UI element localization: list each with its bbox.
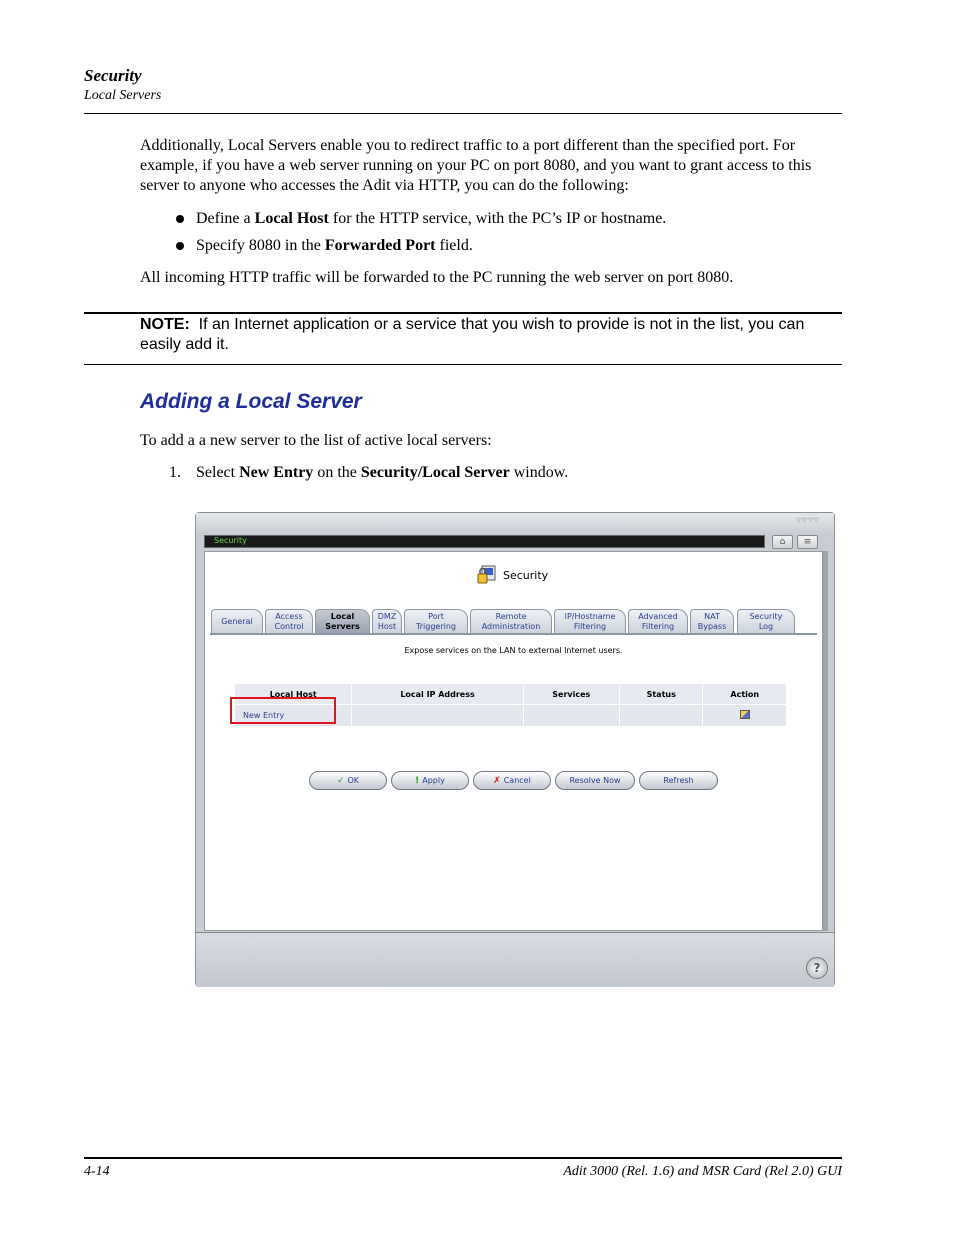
refresh-button-label: Refresh <box>663 776 694 785</box>
tab-remote-administration[interactable] <box>470 609 552 633</box>
tab-label: IP/Hostname <box>564 612 616 621</box>
tab-label: Filtering <box>573 622 607 631</box>
bullet-text-pre: Specify 8080 in the <box>196 237 325 254</box>
tab-port-triggering[interactable] <box>404 609 468 633</box>
window-top-bar <box>196 513 834 535</box>
tab-label: DMZ <box>377 612 397 621</box>
bullet-text-post: field. <box>435 237 473 254</box>
bullet-text-bold: Forwarded Port <box>324 237 436 254</box>
tab-label: Advanced <box>638 612 678 621</box>
tab-label: Host <box>377 622 397 631</box>
step-number: 1. <box>169 464 181 481</box>
security-icon <box>476 564 498 586</box>
note-bottom-rule <box>84 364 842 365</box>
footer-rule <box>84 1157 842 1159</box>
new-entry-link[interactable]: New Entry <box>235 705 352 727</box>
table-cell <box>619 705 703 727</box>
column-header-local-host: Local Host <box>235 684 352 705</box>
apply-button-label: Apply <box>422 776 445 785</box>
tab-label: General <box>221 617 253 626</box>
ok-button[interactable] <box>309 771 387 790</box>
tab-label: Control <box>274 622 304 631</box>
tab-label: NAT <box>704 612 720 621</box>
step-text-mid: on the <box>313 464 361 481</box>
tab-label: Port <box>428 612 444 621</box>
bullet-marker <box>176 215 184 223</box>
header-rule <box>84 113 842 114</box>
tab-ip-hostname-filtering[interactable] <box>554 609 626 633</box>
refresh-button[interactable] <box>639 771 718 790</box>
x-icon: ✗ <box>493 776 501 786</box>
note-box <box>140 315 842 355</box>
tab-label: Filtering <box>641 622 675 631</box>
cancel-button-label: Cancel <box>503 776 531 785</box>
tab-advanced-filtering[interactable] <box>628 609 688 633</box>
highlight-box <box>230 697 336 724</box>
closing-paragraph: All incoming HTTP traffic will be forwarded to the PC running the web server on port 8080. <box>140 269 734 286</box>
bullet-item-forwarded-port <box>196 236 473 256</box>
bullet-text-post: for the HTTP service, with the PC’s IP or hostname. <box>328 210 667 227</box>
tab-label: Log <box>758 622 774 631</box>
tab-label: Administration <box>481 622 541 631</box>
bullet-item-local-host <box>196 209 666 229</box>
bullet-text-bold: Local Host <box>254 210 329 227</box>
window-address-bar <box>204 535 765 548</box>
product-name: Adit 3000 (Rel. 1.6) and MSR Card (Rel 2.0) GUI <box>563 1164 842 1179</box>
column-header-status: Status <box>619 684 703 705</box>
edit-icon[interactable] <box>740 710 750 719</box>
tab-label: Access <box>275 612 303 621</box>
step-text-bold-new-entry: New Entry <box>239 464 314 481</box>
tab-nat-bypass[interactable] <box>690 609 734 633</box>
cancel-button[interactable] <box>473 771 551 790</box>
column-header-action: Action <box>703 684 787 705</box>
resolve-now-button[interactable] <box>555 771 635 790</box>
tab-label: Bypass <box>697 622 727 631</box>
tab-general[interactable] <box>211 609 263 633</box>
tab-underline <box>210 633 817 635</box>
table-cell <box>352 705 523 727</box>
check-icon: ✓ <box>336 776 345 786</box>
tab-dmz-host[interactable] <box>372 609 402 633</box>
apply-button[interactable] <box>391 771 469 790</box>
note-text: If an Internet application or a service that you wish to provide is not in the list, you can easily add it. <box>140 316 805 353</box>
intro-paragraph: Additionally, Local Servers enable you to redirect traffic to a port different than the specified port. For example, if you have a web server running on your PC on port 8080, and you want to grant access to this server to anyone who accesses the Adit via HTTP, you can do the following: <box>140 137 812 194</box>
window-content <box>204 551 823 931</box>
page-number: 4-14 <box>84 1164 110 1179</box>
tab-label: Remote <box>495 612 527 621</box>
bullet-marker <box>176 242 184 250</box>
home-icon[interactable]: ⌂ <box>772 535 793 549</box>
column-header-local-ip: Local IP Address <box>352 684 523 705</box>
tab-local-servers[interactable] <box>315 609 370 633</box>
window-grip-icon: ▿▿▿▿ <box>796 515 821 526</box>
step-text-bold-window: Security/Local Server <box>360 464 510 481</box>
tab-label: Servers <box>325 622 360 631</box>
help-icon[interactable]: ? <box>806 957 828 979</box>
note-top-rule <box>84 312 842 314</box>
bullet-text-pre: Define a <box>196 210 255 227</box>
step-text-post: window. <box>509 464 569 481</box>
tab-label: Triggering <box>416 622 456 631</box>
tab-label: Local <box>330 612 355 621</box>
resolve-now-button-label: Resolve Now <box>569 776 621 785</box>
note-label: NOTE: <box>140 316 190 333</box>
page-title: Security <box>503 569 549 582</box>
section-heading: Adding a Local Server <box>140 390 362 413</box>
table-cell <box>523 705 619 727</box>
window-bottom-bar <box>196 932 834 987</box>
column-header-services: Services <box>523 684 619 705</box>
step-text <box>196 463 568 483</box>
table-cell-action <box>703 705 787 727</box>
ok-button-label: OK <box>347 776 360 785</box>
window-scroll-edge <box>823 551 828 931</box>
running-header-subtitle: Local Servers <box>84 88 162 103</box>
page-description: Expose services on the LAN to external Internet users. <box>404 646 623 655</box>
window-title: Security <box>214 536 247 545</box>
tab-security-log[interactable] <box>737 609 795 633</box>
step-text-pre: Select <box>196 464 240 481</box>
menu-icon[interactable]: ≡ <box>797 535 818 549</box>
section-intro: To add a a new server to the list of active local servers: <box>140 432 492 449</box>
tab-access-control[interactable] <box>265 609 313 633</box>
tab-label: Security <box>749 612 783 621</box>
running-header-title: Security <box>84 66 142 85</box>
exclamation-icon: ! <box>415 776 420 786</box>
